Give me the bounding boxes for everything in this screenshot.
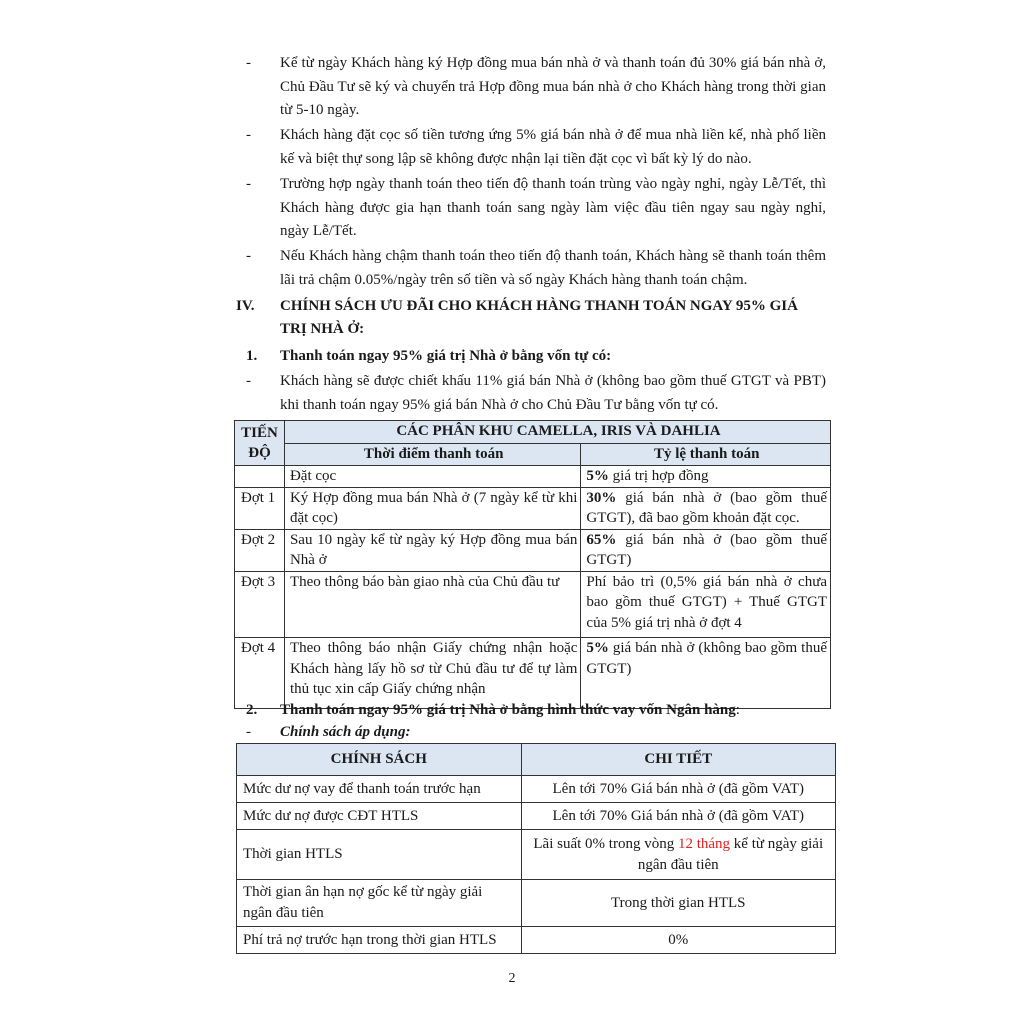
rate-text: giá bán nhà ở (bao gồm thuế GTGT) bbox=[586, 531, 827, 568]
table-row bbox=[237, 830, 836, 880]
page-number: 2 bbox=[508, 971, 516, 986]
table-row bbox=[235, 529, 831, 571]
section-number: IV. bbox=[236, 298, 255, 314]
header-cell-detail: CHI TIẾT bbox=[521, 744, 835, 776]
detail-cell bbox=[521, 776, 835, 803]
policy-cell: Thời gian HTLS bbox=[237, 830, 522, 880]
table-header-row bbox=[235, 443, 831, 466]
subsection-title: Thanh toán ngay 95% giá trị Nhà ở bằng vốn tự có: bbox=[280, 348, 612, 364]
bullet-item bbox=[246, 173, 826, 244]
phase-cell: Đợt 2 bbox=[235, 529, 285, 571]
highlight-duration: 12 tháng bbox=[677, 835, 731, 852]
policy-cell: Mức dư nợ vay để thanh toán trước hạn bbox=[237, 776, 522, 803]
bullet-dash: - bbox=[246, 55, 251, 71]
policy-cell: Thời gian ân hạn nợ gốc kể từ ngày giải ngân đầu tiên bbox=[237, 880, 522, 927]
phase-cell bbox=[235, 466, 285, 488]
policy-cell: Mức dư nợ được CĐT HTLS bbox=[237, 803, 522, 830]
bullet-text: Chính sách áp dụng: bbox=[280, 724, 411, 740]
rate-cell bbox=[581, 466, 831, 488]
rate-text: Phí bảo trì (0,5% giá bán nhà ở chưa bao gồm thuế GTGT) + Thuế GTGT của 5% giá trị nhà ở đợt 4 bbox=[586, 573, 827, 631]
bullet-text: Trường hợp ngày thanh toán theo tiến độ thanh toán trùng vào ngày nghỉ, ngày Lễ/Tết, thì Khách hàng được gia hạn thanh toán sang ngày làm việc đầu tiên ngay sau ngày nghỉ, ngày Lễ/Tết. bbox=[280, 176, 826, 239]
bullet-dash: - bbox=[246, 724, 251, 740]
detail-text: Lên tới 70% Giá bán nhà ở (đã gồm VAT) bbox=[552, 780, 805, 797]
subsection-number: 2. bbox=[246, 702, 258, 718]
phase-cell: Đợt 4 bbox=[235, 638, 285, 709]
rate-bold: 5% bbox=[586, 468, 609, 484]
subsection-heading bbox=[246, 345, 826, 368]
rate-cell bbox=[581, 638, 831, 709]
table-row bbox=[237, 803, 836, 830]
rate-cell bbox=[581, 487, 831, 529]
time-cell: Đặt cọc bbox=[284, 466, 580, 488]
table-row bbox=[235, 466, 831, 488]
phase-cell: Đợt 1 bbox=[235, 487, 285, 529]
header-cell-rate: Tỷ lệ thanh toán bbox=[581, 443, 831, 466]
detail-text: kể từ ngày giải ngân đầu tiên bbox=[637, 835, 824, 873]
rate-cell bbox=[581, 571, 831, 638]
subsection-title bbox=[280, 699, 826, 722]
detail-cell bbox=[521, 830, 835, 880]
header-cell-group: CÁC PHÂN KHU CAMELLA, IRIS VÀ DAHLIA bbox=[284, 421, 830, 444]
subsection-colon: : bbox=[735, 702, 740, 718]
bullet-text: Kể từ ngày Khách hàng ký Hợp đồng mua bán nhà ở và thanh toán đủ 30% giá bán nhà ở, Chủ Đầu Tư sẽ ký và chuyển trả Hợp đồng mua bán nhà ở cho Khách hàng trong thời gian từ 5-10 ngày. bbox=[280, 55, 826, 118]
table-row bbox=[237, 776, 836, 803]
detail-cell bbox=[521, 927, 835, 954]
section-title: CHÍNH SÁCH ƯU ĐÃI CHO KHÁCH HÀNG THANH TOÁN NGAY 95% GIÁ TRỊ NHÀ Ở: bbox=[280, 298, 798, 337]
detail-cell bbox=[521, 803, 835, 830]
header-cell-policy: CHÍNH SÁCH bbox=[237, 744, 522, 776]
bullet-item bbox=[246, 370, 826, 417]
table-row bbox=[237, 927, 836, 954]
policy-cell: Phí trả nợ trước hạn trong thời gian HTLS bbox=[237, 927, 522, 954]
rate-bold: 65% bbox=[586, 531, 617, 548]
bullet-text: Khách hàng đặt cọc số tiền tương ứng 5% giá bán nhà ở để mua nhà liền kế, nhà phố liền kế và biệt thự song lập sẽ không được nhận lại tiền đặt cọc vì bất kỳ lý do nào. bbox=[280, 127, 826, 167]
time-cell: Ký Hợp đồng mua bán Nhà ở (7 ngày kể từ khi đặt cọc) bbox=[284, 487, 580, 529]
detail-text: 0% bbox=[668, 931, 689, 948]
table-row bbox=[235, 638, 831, 709]
detail-cell bbox=[521, 880, 835, 927]
subsection-title-text: Thanh toán ngay 95% giá trị Nhà ở bằng hình thức vay vốn Ngân hàng bbox=[280, 702, 736, 718]
subsection-number: 1. bbox=[246, 348, 258, 364]
subsection-heading bbox=[246, 699, 826, 722]
payment-schedule-table bbox=[234, 420, 831, 709]
header-cell-progress: TIẾN ĐỘ bbox=[235, 421, 285, 466]
time-cell: Sau 10 ngày kể từ ngày ký Hợp đồng mua bán Nhà ở bbox=[284, 529, 580, 571]
table-header-row bbox=[237, 744, 836, 776]
bullet-dash: - bbox=[246, 373, 251, 389]
bullet-dash: - bbox=[246, 127, 251, 143]
bullet-item bbox=[246, 124, 826, 171]
table-row bbox=[235, 571, 831, 638]
phase-cell: Đợt 3 bbox=[235, 571, 285, 638]
bullet-item bbox=[246, 52, 826, 123]
time-cell: Theo thông báo bàn giao nhà của Chủ đầu tư bbox=[284, 571, 580, 638]
header-cell-time: Thời điểm thanh toán bbox=[284, 443, 580, 466]
table-row bbox=[237, 880, 836, 927]
detail-text: Lên tới 70% Giá bán nhà ở (đã gồm VAT) bbox=[552, 807, 805, 824]
detail-text: Trong thời gian HTLS bbox=[611, 894, 746, 911]
bullet-item bbox=[246, 721, 826, 744]
bullet-item bbox=[246, 245, 826, 292]
rate-cell bbox=[581, 529, 831, 571]
bullet-dash: - bbox=[246, 176, 251, 192]
table-header-row bbox=[235, 421, 831, 444]
rate-text: giá trị hợp đồng bbox=[608, 468, 709, 484]
detail-text: Lãi suất 0% trong vòng bbox=[533, 835, 678, 852]
bullet-text: Khách hàng sẽ được chiết khấu 11% giá bán Nhà ở (không bao gồm thuế GTGT và PBT) khi thanh toán ngay 95% giá bán Nhà ở cho Chủ Đầu Tư bằng vốn tự có. bbox=[280, 373, 826, 413]
loan-policy-table bbox=[236, 743, 836, 954]
rate-bold: 5% bbox=[586, 640, 609, 656]
rate-text: giá bán nhà ở (bao gồm thuế GTGT), đã bao gồm khoản đặt cọc. bbox=[586, 489, 827, 526]
bullet-dash: - bbox=[246, 248, 251, 264]
rate-bold: 30% bbox=[586, 489, 617, 506]
rate-text: giá bán nhà ở (không bao gồm thuế GTGT) bbox=[586, 640, 827, 677]
section-heading bbox=[236, 295, 828, 341]
time-cell: Theo thông báo nhận Giấy chứng nhận hoặc Khách hàng lấy hồ sơ từ Chủ đầu tư để tự làm thủ tục xin cấp Giấy chứng nhận bbox=[284, 638, 580, 709]
bullet-text: Nếu Khách hàng chậm thanh toán theo tiến độ thanh toán, Khách hàng sẽ thanh toán thêm lãi trả chậm 0.05%/ngày trên số tiền và số ngày Khách hàng thanh toán chậm. bbox=[280, 248, 826, 288]
table-row bbox=[235, 487, 831, 529]
